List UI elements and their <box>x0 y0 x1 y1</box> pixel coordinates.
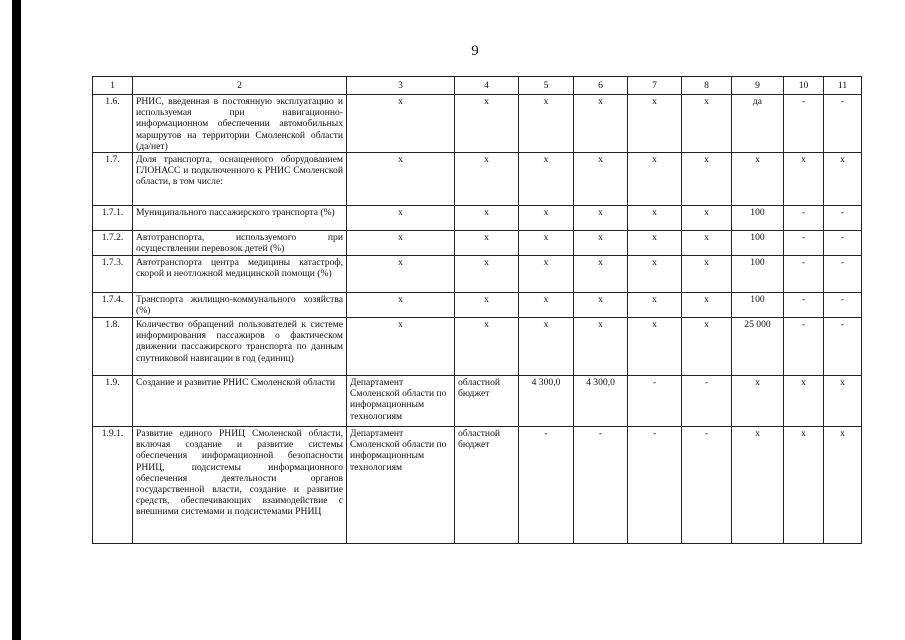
col3-cell: х <box>347 293 455 318</box>
row-description-cell: Автотранспорта, используемого при осуществлении перевозок детей (%) <box>133 231 347 256</box>
row-number-cell: 1.7.4. <box>93 293 133 318</box>
col5-cell: х <box>519 256 574 293</box>
col8-cell: - <box>682 376 732 427</box>
table-row <box>93 318 862 376</box>
col3-cell: х <box>347 153 455 206</box>
col6-cell: х <box>574 95 628 153</box>
header-cell: 10 <box>784 77 824 95</box>
col5-cell: х <box>519 293 574 318</box>
col7-cell: х <box>628 231 682 256</box>
row-number-cell: 1.6. <box>93 95 133 153</box>
col11-cell: - <box>824 256 862 293</box>
col7-cell: - <box>628 376 682 427</box>
row-number-cell: 1.8. <box>93 318 133 376</box>
row-description-cell: Доля транспорта, оснащенного оборудованием ГЛОНАСС и подключенного к РНИС Смоленской области, в том числе: <box>133 153 347 206</box>
col4-cell: х <box>455 153 519 206</box>
col5-cell: х <box>519 318 574 376</box>
table-row <box>93 153 862 206</box>
col8-cell: х <box>682 206 732 231</box>
col11-cell: - <box>824 231 862 256</box>
row-description-cell: Количество обращений пользователей к системе информирования пассажиров о фактическом движении пассажирского транспорта по данным спутниковой навигации в год (единиц) <box>133 318 347 376</box>
header-cell: 11 <box>824 77 862 95</box>
col3-cell: х <box>347 256 455 293</box>
col11-cell: - <box>824 95 862 153</box>
col10-cell: х <box>784 427 824 544</box>
col7-cell: х <box>628 206 682 231</box>
col5-cell: - <box>519 427 574 544</box>
row-number-cell: 1.9. <box>93 376 133 427</box>
col7-cell: х <box>628 256 682 293</box>
col3-cell: х <box>347 318 455 376</box>
col10-cell: - <box>784 95 824 153</box>
col8-cell: х <box>682 256 732 293</box>
table-row <box>93 256 862 293</box>
header-cell: 4 <box>455 77 519 95</box>
col5-cell: 4 300,0 <box>519 376 574 427</box>
col8-cell: - <box>682 427 732 544</box>
row-description-cell: Автотранспорта центра медицины катастроф, скорой и неотложной медицинской помощи (%) <box>133 256 347 293</box>
row-number-cell: 1.7.3. <box>93 256 133 293</box>
col6-cell: х <box>574 231 628 256</box>
col9-cell: 25 000 <box>732 318 784 376</box>
col8-cell: х <box>682 318 732 376</box>
col7-cell: х <box>628 293 682 318</box>
header-cell: 3 <box>347 77 455 95</box>
scan-edge-bar <box>12 0 21 640</box>
col9-cell: 100 <box>732 293 784 318</box>
col10-cell: - <box>784 231 824 256</box>
col11-cell: х <box>824 376 862 427</box>
table-row <box>93 206 862 231</box>
table-row <box>93 427 862 544</box>
col9-cell: 100 <box>732 256 784 293</box>
col10-cell: - <box>784 293 824 318</box>
col3-cell: х <box>347 206 455 231</box>
col9-cell: 100 <box>732 206 784 231</box>
table-row <box>93 95 862 153</box>
col4-cell: х <box>455 293 519 318</box>
col9-cell: 100 <box>732 231 784 256</box>
col11-cell: - <box>824 206 862 231</box>
col7-cell: х <box>628 318 682 376</box>
row-number-cell: 1.7.2. <box>93 231 133 256</box>
row-description-cell: Создание и развитие РНИС Смоленской области <box>133 376 347 427</box>
header-cell: 9 <box>732 77 784 95</box>
col11-cell: - <box>824 318 862 376</box>
col7-cell: х <box>628 153 682 206</box>
col5-cell: х <box>519 206 574 231</box>
col9-cell: х <box>732 427 784 544</box>
header-cell: 7 <box>628 77 682 95</box>
col6-cell: х <box>574 256 628 293</box>
table-row <box>93 293 862 318</box>
col8-cell: х <box>682 153 732 206</box>
row-description-cell: Муниципального пассажирского транспорта (%) <box>133 206 347 231</box>
col3-cell: Департамент Смоленской области по информационным технологиям <box>347 427 455 544</box>
col5-cell: х <box>519 153 574 206</box>
col10-cell: х <box>784 376 824 427</box>
col8-cell: х <box>682 231 732 256</box>
row-number-cell: 1.9.1. <box>93 427 133 544</box>
col3-cell: х <box>347 95 455 153</box>
col4-cell: х <box>455 318 519 376</box>
col11-cell: х <box>824 153 862 206</box>
col6-cell: х <box>574 153 628 206</box>
col4-cell: х <box>455 231 519 256</box>
row-number-cell: 1.7. <box>93 153 133 206</box>
header-cell: 6 <box>574 77 628 95</box>
col4-cell: х <box>455 95 519 153</box>
col9-cell: х <box>732 376 784 427</box>
row-description-cell: Транспорта жилищно-коммунального хозяйства (%) <box>133 293 347 318</box>
col10-cell: - <box>784 256 824 293</box>
col8-cell: х <box>682 293 732 318</box>
header-cell: 2 <box>133 77 347 95</box>
row-number-cell: 1.7.1. <box>93 206 133 231</box>
col9-cell: да <box>732 95 784 153</box>
col6-cell: 4 300,0 <box>574 376 628 427</box>
col10-cell: - <box>784 318 824 376</box>
col11-cell: - <box>824 293 862 318</box>
col4-cell: областной бюджет <box>455 427 519 544</box>
col10-cell: х <box>784 153 824 206</box>
col6-cell: х <box>574 206 628 231</box>
table-header-row <box>93 77 862 95</box>
header-cell: 8 <box>682 77 732 95</box>
page-number: 9 <box>471 43 479 59</box>
col6-cell: х <box>574 293 628 318</box>
col4-cell: х <box>455 206 519 231</box>
col4-cell: областной бюджет <box>455 376 519 427</box>
col9-cell: х <box>732 153 784 206</box>
col4-cell: х <box>455 256 519 293</box>
header-cell: 5 <box>519 77 574 95</box>
row-description-cell: Развитие единого РНИЦ Смоленской области, включая создание и развитие системы обеспечения информационной безопасности РНИЦ, подсистемы информационного обеспечения деятельности органов государственной власти, создание и развитие средств, обеспечивающих взаимодействие с внешними системами и подсистемами РНИЦ <box>133 427 347 544</box>
table-row <box>93 376 862 427</box>
col8-cell: х <box>682 95 732 153</box>
table-row <box>93 231 862 256</box>
col3-cell: х <box>347 231 455 256</box>
col10-cell: - <box>784 206 824 231</box>
col6-cell: х <box>574 318 628 376</box>
col7-cell: х <box>628 95 682 153</box>
col6-cell: - <box>574 427 628 544</box>
header-cell: 1 <box>93 77 133 95</box>
col3-cell: Департамент Смоленской области по информационным технологиям <box>347 376 455 427</box>
program-table <box>92 76 862 544</box>
row-description-cell: РНИС, введенная в постоянную эксплуатацию и используемая при навигационно-информационном обеспечении автомобильных маршрутов на территории Смоленской области (да/нет) <box>133 95 347 153</box>
col11-cell: х <box>824 427 862 544</box>
col5-cell: х <box>519 95 574 153</box>
col7-cell: - <box>628 427 682 544</box>
col5-cell: х <box>519 231 574 256</box>
